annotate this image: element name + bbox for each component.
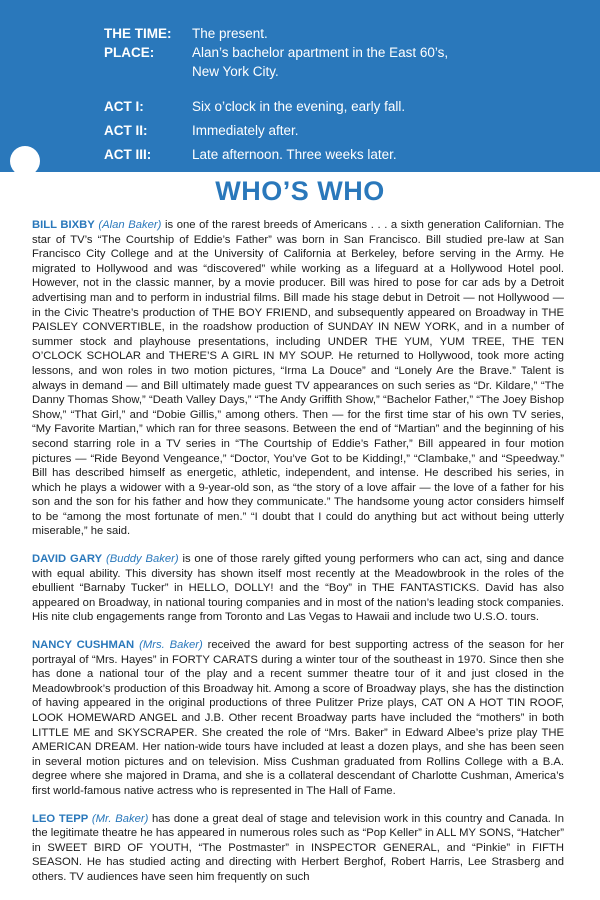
bio-name: BILL BIXBY [32, 219, 95, 231]
bio-role: (Alan Baker) [98, 219, 162, 231]
setting-value: Alan’s bachelor apartment in the East 60’s, [192, 45, 449, 60]
bio-name: DAVID GARY [32, 553, 103, 566]
setting-label [104, 62, 192, 81]
act-row [104, 121, 584, 140]
page-title: WHO’S WHO [215, 176, 385, 206]
bio-text: received the award for best supporting actress of the season for her portrayal of “Mrs. Hayes” in FORTY CARATS during a winter tour of the southeast in 1970. Since then she has done a national tour of the play and a recent summer theatre tour of it and just closed in the Meadowbrook’s production of this Broadway hit. Among a score of Broadway plays, she has the distinction of having appeared in the original productions of three Pulitzer Prize plays, CAT ON A HOT TIN ROOF, LOOK HOMEWARD ANGEL and J.B. Other recent Broadway parts have included the “mothers” in both LITTLE ME and SKYSCRAPER. She created the role of “Mrs. Baker” in Edward Albee’s prize play THE AMERICAN DREAM. Her nation-wide tours have included at least a dozen plays, and she has been seen in several motion pictures and on television. Miss Cushman graduated from Rollins College with a B.A. degree where she majored in Drama, and she is a collateral descendant of Charlotte Cushman, America’s first world-famous native actress who is represented in The Hall of Fame. [32, 639, 565, 797]
bio-david-gary [32, 552, 564, 625]
act-row [104, 145, 584, 164]
act-value: Immediately after. [192, 123, 299, 138]
act-value: Six o’clock in the evening, early fall. [192, 99, 406, 114]
setting-label: PLACE: [104, 45, 155, 60]
bio-name: NANCY CUSHMAN [32, 639, 135, 652]
act-label: ACT II: [104, 123, 148, 138]
punch-hole [10, 146, 40, 176]
setting-block [104, 24, 584, 164]
bio-text: is one of those rarely gifted young performers who can act, sing and dance with equal ability. This diversity has shown itself most recently at the Meadowbrook in the roles of the ebullient “Barnaby Tucker” in HELLO, DOLLY! and the “Boy” in THE FANTASTICKS. David has also appeared on Broadway, in national touring companies and in most of the nation’s leading stock companies. His nite club engagements range from Toronto and Las Vegas to Hawaii and include two U.S.O. tours. [32, 553, 564, 624]
bio-role: (Mr. Baker) [91, 812, 149, 825]
setting-row-place-cont [104, 62, 584, 81]
bio-nancy-cushman [32, 638, 564, 799]
act-label: ACT I: [104, 99, 144, 114]
act-label: ACT III: [104, 147, 152, 162]
bio-leo-tepp [32, 812, 564, 885]
setting-label: THE TIME: [104, 26, 172, 41]
bio-text: is one of the rarest breeds of Americans . . . a sixth generation Californian. The star of TV’s “The Courtship of Eddie’s Father” was born in San Francisco. Bill studied pre-law at San Francisco City College and at the University of California at Berkeley, before serving in the Army. He migrated to Hollywood and was “discovered” while working as a lifeguard at a Hollywood Hotel pool. However, not in the classic manner, by a movie producer. Bill was hired to pose for car ads by a Detroit advertising man and to perform in industrial films. Bill made his stage debut in Detroit — not Hollywood — in the Civic Theatre’s production of THE BOY FRIEND, and subsequently appeared on Broadway in THE PAISLEY CONVERTIBLE, in the roadshow production of SUNDAY IN NEW YORK, and in a number of summer stock and playhouse presentations, including UNDER THE YUM, YUM TREE, THE TEN O’CLOCK SCHOLAR and THERE’S A GIRL IN MY SOUP. He returned to Hollywood, took more acting lessons, and won roles in two motion pictures, “Irma La Douce” and “Lonely Are the Brave.” Talent is always in demand — and Bill ultimately made guest TV appearances on such series as “Dr. Kildare,” “The Danny Thomas Show,” “Death Valley Days,” “The Andy Griffith Show,” “Bachelor Father,” “The Joey Bishop Show,” “That Girl,” and “Dobie Gillis,” among others. Then — for the first time star of his own TV series, “My Favorite Martian,” which ran for three seasons. Between the end of “Martian” and the beginning of his second starring role in a TV series in “The Courtship of Eddie’s Father,” Bill appeared in four motion pictures — “Ride Beyond Vengeance,” “Doctor, You’ve Got to be Kidding!,” “Clambake,” and “Speedway.” Bill has described himself as energetic, athletic, independent, and intense. He described his series, in which he plays a widower with a 9-year-old son, as “the story of a love affair — the love of a father for his son and the son for his father and how they communicate.” The handsome young actor considers himself to be “among the most fortunate of men.” “I doubt that I could do anything but act without being utterly miserable,” he said. [32, 219, 564, 538]
bio-role: (Buddy Baker) [105, 553, 179, 566]
act-row [104, 97, 584, 116]
bios-section [32, 218, 564, 898]
setting-row-place [104, 43, 584, 62]
act-value: Late afternoon. Three weeks later. [192, 147, 397, 162]
bio-role: (Mrs. Baker) [139, 639, 203, 652]
setting-row-time [104, 24, 584, 43]
bio-name: LEO TEPP [32, 812, 89, 825]
bio-bill-bixby [32, 218, 564, 539]
header-band [0, 0, 600, 172]
bio-text: has done a great deal of stage and television work in this country and Canada. In the legitimate theatre he has appeared in numerous roles such as “Pop Keller” in ALL MY SONS, “Hatcher” in SWEET BIRD OF YOUTH, “The Postmaster” in INSPECTOR GENERAL, and “Pinkie” in FIFTH SEASON. He has studied acting and directing with Herbert Berghof, Robert Harris, Lee Strasberg and others. TV audiences have seen him frequently on such [32, 812, 564, 883]
setting-value: New York City. [192, 64, 279, 79]
setting-value: The present. [192, 26, 268, 41]
